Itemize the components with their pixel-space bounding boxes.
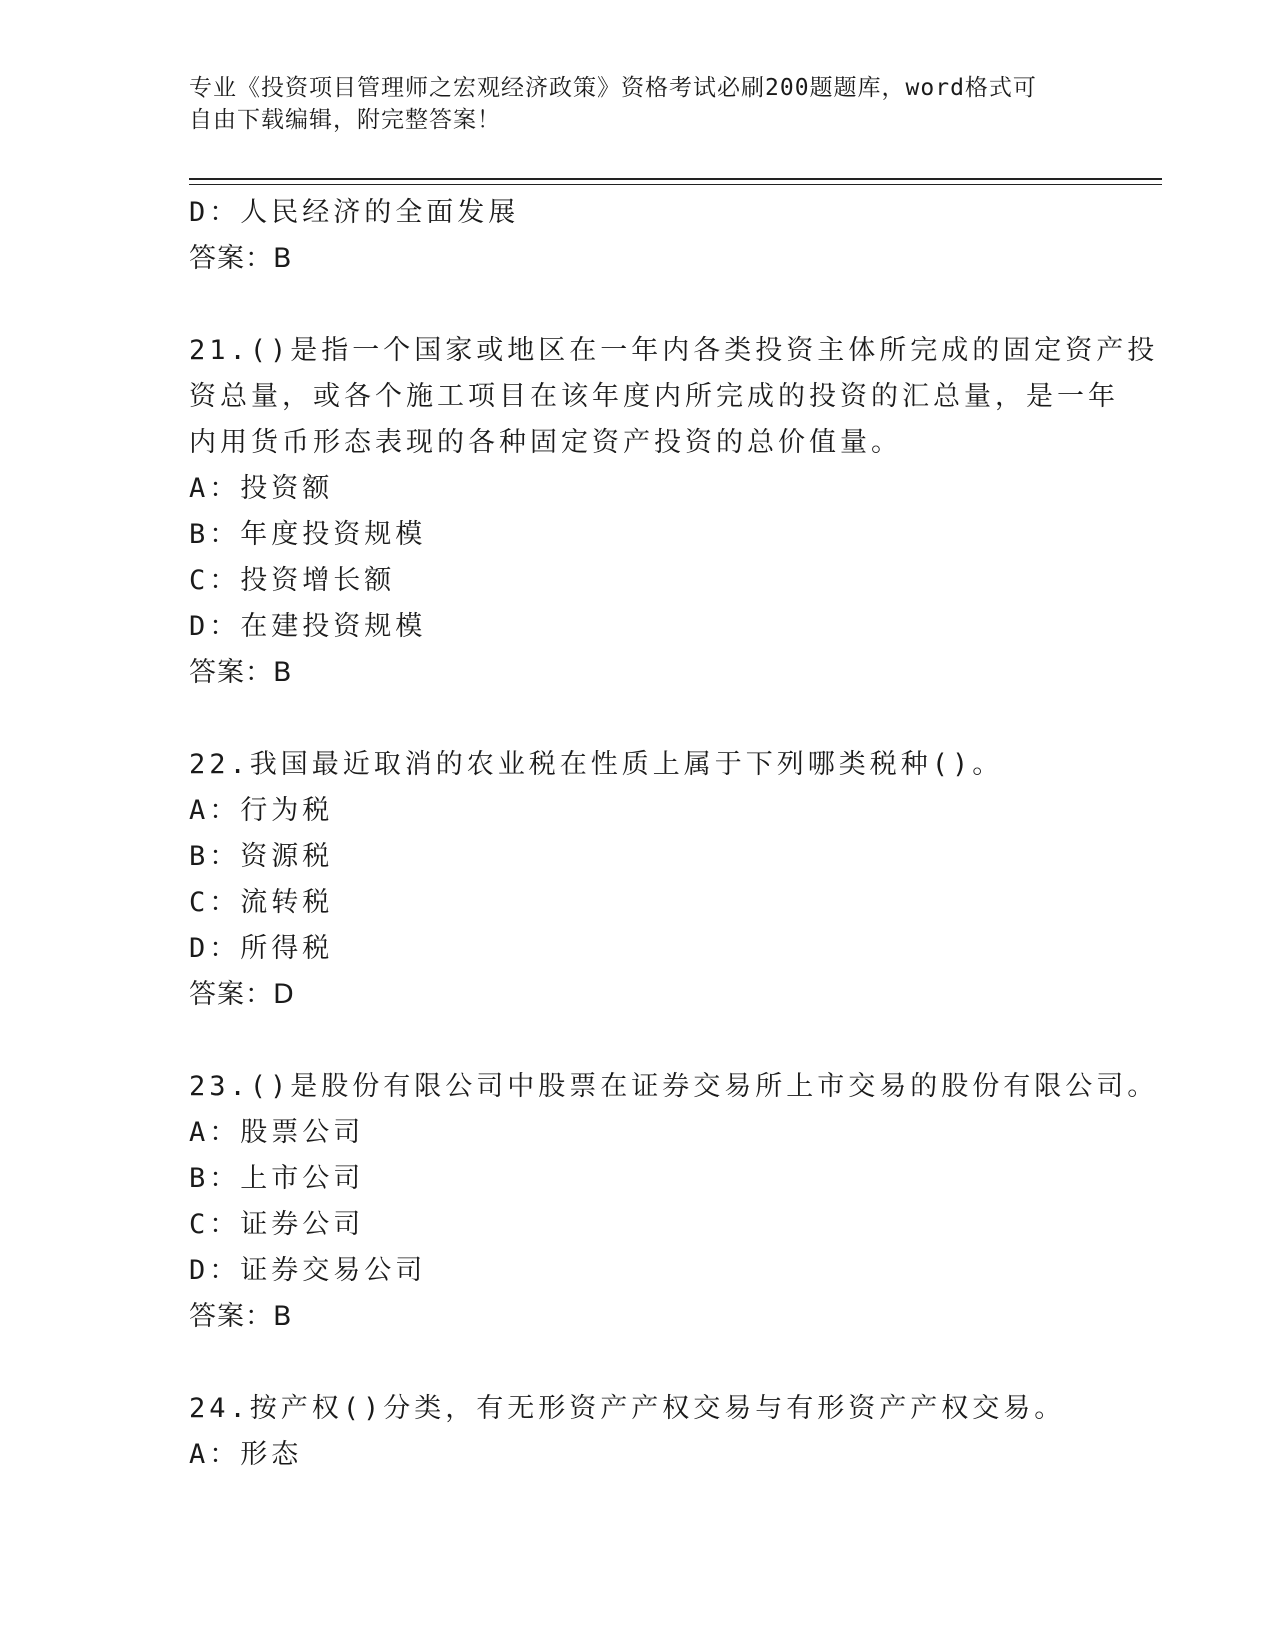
question-text-line: 24.按产权()分类，有无形资产产权交易与有形资产产权交易。 xyxy=(189,1393,1066,1424)
question-text-line: 23.()是股份有限公司中股票在证券交易所上市交易的股份有限公司。 xyxy=(189,1071,1159,1102)
option-b: B：资源税 xyxy=(189,841,334,872)
option-d: D：人民经济的全面发展 xyxy=(189,197,520,228)
document-header xyxy=(189,72,1089,136)
question-24 xyxy=(189,1386,1089,1478)
option-a: A：形态 xyxy=(189,1439,303,1470)
header-rule-thick xyxy=(189,178,1162,180)
question-23 xyxy=(189,1064,1159,1340)
question-text-line: 21.()是指一个国家或地区在一年内各类投资主体所完成的固定资产投 xyxy=(189,335,1159,366)
option-d: D：证券交易公司 xyxy=(189,1255,427,1286)
question-21 xyxy=(189,328,1159,696)
option-b: B：上市公司 xyxy=(189,1163,365,1194)
answer: 答案：B xyxy=(189,657,293,688)
option-d: D：在建投资规模 xyxy=(189,611,427,642)
option-c: C：投资增长额 xyxy=(189,565,396,596)
header-line-2: 自由下载编辑，附完整答案！ xyxy=(189,107,501,133)
answer: 答案：B xyxy=(189,1301,293,1332)
question-text-line: 资总量，或各个施工项目在该年度内所完成的投资的汇总量，是一年 xyxy=(189,381,1119,412)
option-c: C：证券公司 xyxy=(189,1209,365,1240)
question-text-line: 内用货币形态表现的各种固定资产投资的总价值量。 xyxy=(189,427,902,458)
option-c: C：流转税 xyxy=(189,887,334,918)
answer: 答案：B xyxy=(189,243,293,274)
prev-question xyxy=(189,190,1089,282)
header-rule-thin xyxy=(189,184,1162,185)
option-a: A：股票公司 xyxy=(189,1117,365,1148)
question-22 xyxy=(189,742,1089,1018)
header-line-1: 专业《投资项目管理师之宏观经济政策》资格考试必刷200题题库，word格式可 xyxy=(189,75,1037,101)
option-a: A：投资额 xyxy=(189,473,334,504)
question-content xyxy=(189,190,1159,1478)
answer: 答案：D xyxy=(189,979,295,1010)
question-text-line: 22.我国最近取消的农业税在性质上属于下列哪类税种()。 xyxy=(189,749,1004,780)
option-a: A：行为税 xyxy=(189,795,334,826)
option-b: B：年度投资规模 xyxy=(189,519,427,550)
option-d: D：所得税 xyxy=(189,933,334,964)
